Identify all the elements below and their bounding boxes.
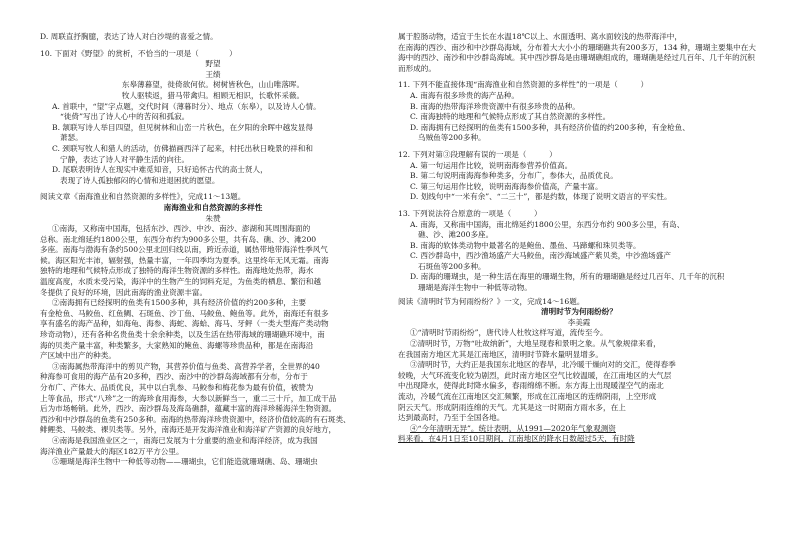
passage-paragraph-3	[40, 362, 386, 457]
q10-option-b: B. 颔联写诗人举目四望，但见树林和山峦一片秋色，在夕阳的余晖中越发显得	[52, 122, 313, 132]
paragraph-line: 海的贝类产量丰富，种类繁多，大家熟知的鲍鱼、海螺等珍贵品种，都是在南海沿	[40, 340, 314, 350]
poem-author: 王绩	[205, 69, 221, 79]
paragraph-line: 海洋渔业产量最大的海区182万平方公里。	[40, 446, 184, 456]
q13-option-c-cont: 石斑鱼等200多种。	[418, 261, 486, 271]
poem-line-2: 牧人驱犊返，猎马带禽归。相顾无相识，长歌怀采薇。	[121, 90, 305, 100]
paragraph-line: ③南海属热带海洋中的剪贝产物，其营养价值与鱼类、高营养学者，全世界的40	[52, 361, 320, 371]
paragraph-line: 流动，冷暖气流在江南地区交汇频繁，形成在江南地区的连绵阴雨，上空形成	[398, 392, 657, 401]
q11-option-a: A. 南海有很多珍贵的海产品种。	[410, 90, 520, 100]
q13-option-d: D. 南海的珊瑚虫，是一种生活在海里的珊瑚生物，所有的珊瑚礁是经过几百年、几千年的沉积	[410, 272, 725, 282]
paragraph-line: 有金枪鱼、马鲛鱼、红鱼鲷、石斑鱼、沙丁鱼、马鲛鱼、鲍鱼等。此外，南海还有很多	[40, 308, 329, 318]
paragraph-line: 达到最高时，乃至于全国各地。	[398, 413, 505, 423]
passage2-paragraph-3	[398, 360, 760, 424]
paragraph-line: 而形成的。	[398, 63, 436, 73]
passage-paragraph-2	[40, 298, 386, 362]
q10-option-d: D. 尾联表明诗人在现实中难觅知音，只好追怀古代的高士贤人，	[52, 165, 268, 175]
q11-option-d-cont: 乌贼鱼等200多种。	[418, 133, 486, 143]
paragraph-line: ①南海，又称南中国海，包括东沙、西沙、中沙、南沙、澎湖和其周围海面的	[52, 224, 311, 234]
paragraph-line: 种海参可食用的海产品有20多种，西沙、南沙中的沙群岛海域都有分布，分布于	[40, 372, 308, 382]
left-column	[40, 32, 386, 468]
passage2-intro: 阅读《清明时节为何雨纷纷？》一文，完成14～16题。	[398, 296, 585, 306]
paragraph-line: 鲱鲤类、马鲛类、裸贝类等。另外，南海还是开发海洋渔业和海洋矿产资源的良好地方，	[40, 425, 337, 435]
q13-stem: 13. 下列说法符合原意的一项是（ ）	[398, 208, 542, 218]
q12-option-c: C. 第三句运用作比较，说明南海海参价值高，产量丰富。	[410, 181, 603, 191]
q11-option-d: D. 南海拥有已经探明的鱼类有1500多种，具有经济价值的约200多种，有金枪鱼、	[410, 122, 690, 132]
paragraph-line: ③清明时节，大约正是我国东北地区的春旱，北冷暖干燥向对的交汇，使得春季	[410, 360, 676, 370]
q11-option-b: B. 南海的热带海洋珍贵资源中有很多珍贵的品种。	[410, 101, 580, 111]
paragraph-line: 属于腔肠动物，适宜于生长在水温18℃以上、水面透明、离水面较浅的热带海洋中，	[398, 32, 682, 41]
paragraph-line: 冬提供了良好的环境，因此南海的渔业资源丰富。	[40, 287, 208, 297]
paragraph-line: ②清明时节，万物“吐故纳新”，大地呈现春和景明之象。从气象规律来看，	[410, 339, 661, 349]
q10-option-d-cont: 表现了诗人孤独郁闷的心情和进退困扰的愿望。	[60, 175, 220, 185]
passage-continuation	[398, 32, 760, 74]
paragraph-line: 多座。南海与渤海有条约500公里北回归线以南，跨近赤道，属热带地带海洋性季风气	[40, 245, 328, 255]
paragraph-line: 候。海区阳光丰沛，辐射强，热量丰富，一年四季均为夏季。这里终年无风无霜。南海	[40, 255, 329, 265]
q13-option-d-cont: 珊瑚是海洋生物中一种低等动物。	[418, 283, 532, 293]
paragraph-line: 阴云天气。形成阴雨连绵的天气。尤其是这一时期南方雨水多，在上	[398, 402, 626, 412]
passage-title: 南海渔业和自然资源的多样性	[163, 202, 263, 212]
passage-paragraph-1	[40, 224, 386, 298]
q10-stem: 10. 下面对《野望》的赏析，不恰当的一项是（ ）	[40, 48, 237, 58]
q10-option-a-cont: “徙倚”写出了诗人心中的苦闷和孤寂。	[60, 112, 190, 122]
paragraph-line: 料来看，在4月1日至10日期间，江南地区的降水日数超过5天，有时降	[398, 434, 635, 444]
paragraph-line: 产区域中出产的种类。	[40, 351, 116, 361]
q13-option-c: C. 西沙群岛中，西沙渔场盛产大马鲛鱼，南沙海域盛产紫贝类，中沙渔场盛产	[410, 251, 671, 261]
q12-option-d: D. 划线句中“一米有余”、“二三十”，都是约数，体现了说明文语言的平实性。	[410, 192, 672, 202]
paragraph-line: 上等食品，形式“八珍”之一的海珍食用海参，大参以新鲜当一，重二三十斤，加工成干品	[40, 393, 337, 403]
paragraph-line: 享有盛名的海产品种，如海龟、海参、海蛇、海蛤、海马、牙鲆（一类大型海产类动物	[40, 319, 329, 329]
passage2-paragraph-1: ①“清明时节雨纷纷”，唐代诗人杜牧这样写道，流传至今。	[410, 328, 608, 338]
passage2-paragraph-2	[398, 339, 760, 360]
q13-option-a: A. 南海，又称南中国海，南北绵延约1800公里，东西分布约 900多公里，有岛、	[410, 219, 685, 229]
q11-stem: 11. 下列不能直接体现“南海渔业和自然资源的多样性”的一项是（ ）	[398, 80, 649, 90]
paragraph-line: 总称。南北绵延约1800公里，东西分布约为900多公里，共有岛、礁、沙、滩200	[40, 234, 317, 244]
q13-option-a-cont: 礁、沙、滩200多座。	[418, 230, 494, 240]
right-column	[398, 32, 760, 445]
paragraph-line: ⑤珊瑚是海洋生物中一种低等动物——珊瑚虫，它们能造就珊瑚礁、岛、珊瑚虫	[52, 457, 318, 467]
paragraph-line: 珍奇动物），还有各种名贵鱼类十余余种类，以及生活在热带海域的珊瑚礁环境中，南	[40, 330, 325, 340]
paragraph-line: 海中的西沙、南沙和中沙群岛海域。其中西沙群岛是由珊瑚礁组成的，珊瑚礁是经过几百年、几千年的沉积	[398, 53, 755, 63]
paragraph-line: ②南海拥有已经探明的鱼类有1500多种，具有经济价值的约200多种，主要	[52, 298, 307, 308]
paragraph-line: 后为市场畅销。此外，西沙、南沙群岛及海岛礁群，蕴藏丰富的海洋珍稀海洋生物资源。	[40, 404, 337, 414]
passage-author: 朱赞	[205, 213, 221, 223]
paragraph-line: 在南海的西沙、南沙和中沙群岛海域，分布着大大小小的珊瑚礁共有200多万，134 种，珊瑚主要集中在大	[398, 42, 756, 52]
q9-option-d: D. 周联直抒胸臆，表达了诗人对白沙堤的喜爱之情。	[40, 32, 218, 41]
poem-title: 野望	[205, 59, 221, 69]
q10-option-a: A. 首联中，“望”字点题，交代时间（薄暮时分）、地点（东皋），以及诗人心情。	[52, 101, 321, 111]
q13-option-b: B. 南海的软体类动物中最著名的是鲍鱼、墨鱼、马蹄螺和珠贝类等。	[410, 240, 641, 250]
q12-option-b: B. 第二句说明南海海参种类多，分布广，参体大，品质优良。	[410, 171, 618, 181]
passage-intro: 阅读文章《南海渔业和自然资源的多样性》，完成11～13题。	[40, 192, 246, 202]
paragraph-line: ④南海是我国渔业区之一，南海已发展为十分重要的渔业和海洋经济，成为我国	[52, 435, 318, 445]
paragraph-line: 独特的地理和气候特点形成了独特的海洋生物资源的多样性。南海地处热带，海水	[40, 266, 314, 276]
paragraph-line: 分布广、产体大、品质优良，其中以白乳参、马鲛参和梅花参为最有价值，被赞为	[40, 383, 314, 392]
q10-option-c-cont: 宁静，表达了诗人对平静生活的向往。	[60, 154, 190, 164]
passage-paragraph-4	[40, 457, 386, 468]
q12-option-a: A. 第一句运用作比较，说明南海参营养价值高。	[410, 160, 573, 170]
q11-option-c: C. 南海独特的地理和气候特点形成了其自然资源的多样性。	[410, 112, 611, 122]
paragraph-line: 西沙和中沙群岛的鱼类有250多种。南海的热带海洋珍贵资源中，经济价值较高的有石斑类、	[40, 414, 351, 424]
q10-option-c: C. 颈联写牧人和猎人的活动，仿佛描画西洋了起来，村托出秋日晚景的祥和和	[52, 143, 313, 153]
paragraph-line: ④“今年清明无异”。统计表明，从1991—2020年气象观测资	[410, 423, 616, 433]
paragraph-line: 较晚，大气环流变化较为剧烈，此时南方地区空气比较温暖，在江南地区的大气层	[398, 370, 672, 380]
passage2-author: 李美霞	[567, 317, 591, 327]
paragraph-line: 温度高度，水质未受污染，海洋中的生物产生的饲料充足，为鱼类的栖息、繁衍和越	[40, 277, 321, 287]
passage2-paragraph-4	[398, 424, 760, 445]
q12-stem: 12. 下列对第③段理解有误的一项是（ ）	[398, 149, 557, 159]
poem-line-1: 东皋薄暮望，徙倚欲何依。树树皆秋色，山山唯落晖。	[121, 80, 305, 90]
paragraph-line: 中出现降水，使得此时降水偏多，春雨绵绵不断。东方海上出现暖湿空气的南北	[398, 381, 664, 391]
passage2-title: 清明时节为何雨纷纷？	[541, 307, 617, 317]
q10-option-b-cont: 萧瑟。	[60, 133, 83, 143]
paragraph-line: 在我国南方地区尤其是江南地区，清明时节降水量明显增多。	[398, 349, 604, 359]
